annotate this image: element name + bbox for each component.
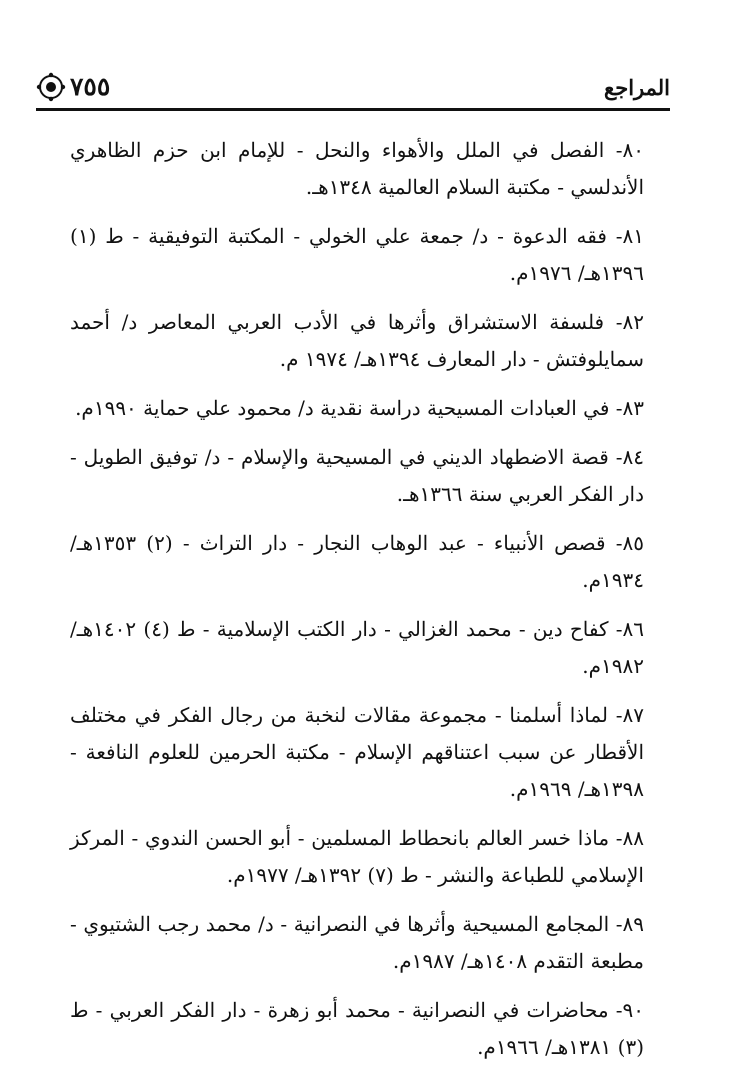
reference-entry-80: ٨٠- الفصل في الملل والأهواء والنحل - للإمام ابن حزم الظاهري الأندلسي - مكتبة السلام العالمية ١٣٤٨هـ. bbox=[70, 138, 644, 199]
reference-entry-87: ٨٧- لماذا أسلمنا - مجموعة مقالات لنخبة من رجال الفكر في مختلف الأقطار عن سبب اعتناقهم الإسلام - مكتبة الحرمين للعلوم النافعة - ١٣٩٨هـ/ ١٩٦٩م. bbox=[70, 703, 644, 801]
reference-entry-89: ٨٩- المجامع المسيحية وأثرها في النصرانية - د/ محمد رجب الشتيوي - مطبعة التقدم ١٤٠٨هـ/ ١٩٨٧م. bbox=[70, 912, 644, 973]
page-number: ٧٥٥ bbox=[70, 72, 111, 101]
header-divider bbox=[36, 108, 670, 111]
reference-entry-82: ٨٢- فلسفة الاستشراق وأثرها في الأدب العربي المعاصر د/ أحمد سمايلوفتش - دار المعارف ١٣٩٤هـ/ ١٩٧٤ م. bbox=[70, 310, 644, 371]
reference-entry-83: ٨٣- في العبادات المسيحية دراسة نقدية د/ محمود علي حماية ١٩٩٠م. bbox=[75, 396, 644, 420]
reference-entry-90: ٩٠- محاضرات في النصرانية - محمد أبو زهرة - دار الفكر العربي - ط (٣) ١٣٨١هـ/ ١٩٦٦م. bbox=[70, 998, 644, 1059]
page-header bbox=[36, 66, 670, 112]
page-title: المراجع bbox=[604, 75, 670, 100]
reference-entry-84: ٨٤- قصة الاضطهاد الديني في المسيحية والإسلام - د/ توفيق الطويل - دار الفكر العربي سنة ١٣٦٦هـ. bbox=[70, 445, 644, 506]
reference-entry-85: ٨٥- قصص الأنبياء - عبد الوهاب النجار - دار التراث - (٢) ١٣٥٣هـ/ ١٩٣٤م. bbox=[70, 531, 644, 592]
reference-entry-81: ٨١- فقه الدعوة - د/ جمعة علي الخولي - المكتبة التوفيقية - ط (١) ١٣٩٦هـ/ ١٩٧٦م. bbox=[70, 224, 644, 285]
reference-entry-86: ٨٦- كفاح دين - محمد الغزالي - دار الكتب الإسلامية - ط (٤) ١٤٠٢هـ/١٩٨٢م. bbox=[70, 617, 644, 678]
references-list bbox=[70, 132, 644, 1078]
page-number-ornament-icon bbox=[36, 72, 66, 102]
reference-entry-88: ٨٨- ماذا خسر العالم بانحطاط المسلمين - أبو الحسن الندوي - المركز الإسلامي للطباعة والنشر - ط (٧) ١٣٩٢هـ/ ١٩٧٧م. bbox=[70, 826, 644, 887]
